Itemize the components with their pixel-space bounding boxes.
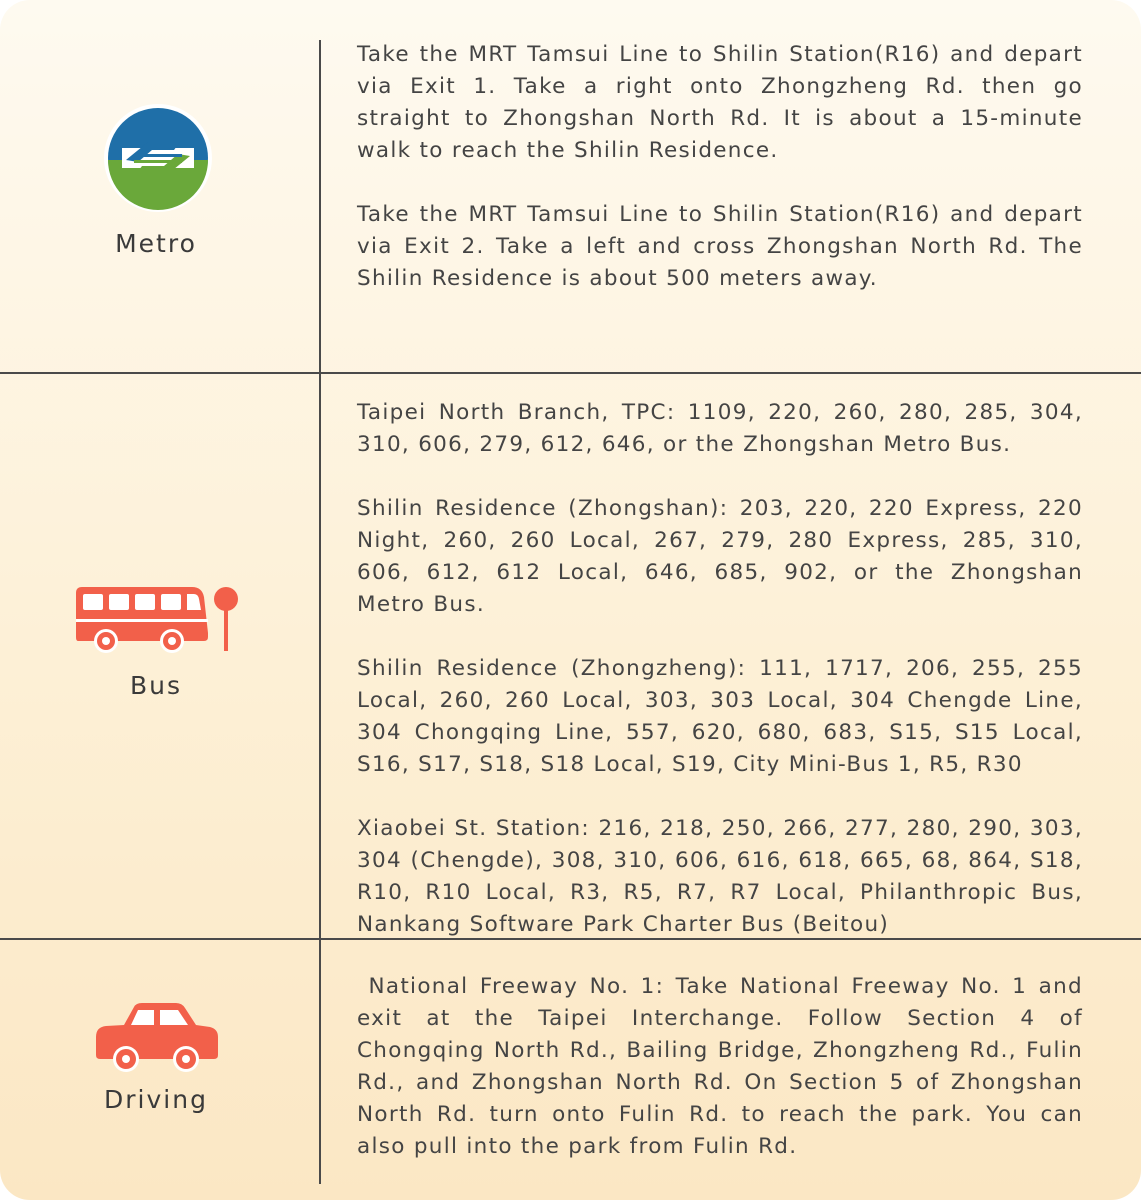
bus-paragraph: Shilin Residence (Zhongzheng): 111, 1717, 206, 255, 255 Local, 260, 260 Local, 303, 303 Local, 304 Chengde Line, 304 Chongqing Line, 557, 620, 680, 683, S15, S15 Local, S16, S17, S18, S18 Local, S19, City Mini-Bus 1, R5, R30	[357, 656, 1083, 777]
driving-label: Driving	[104, 1085, 208, 1114]
driving-paragraph: National Freeway No. 1: Take National Freeway No. 1 and exit at the Taipei Interchange. Follow Section 4 of Chongqing North Rd., Bailing Bridge, Zhongzheng Rd., Fulin Rd., and Zhongshan North Rd. On Section 5 of Zhongshan North Rd. turn onto Fulin Rd. to reach the park. You can also pull into the park from Fulin Rd.	[357, 974, 1092, 1159]
driving-row	[0, 939, 1141, 1200]
metro-logo-icon	[104, 104, 212, 212]
bus-directions	[357, 397, 1083, 941]
bus-label: Bus	[129, 671, 183, 700]
bus-paragraph: Taipei North Branch, TPC: 1109, 220, 260, 280, 285, 304, 310, 606, 279, 612, 646, or the Zhongshan Metro Bus.	[357, 400, 1083, 457]
bus-row	[0, 373, 1141, 939]
car-icon	[94, 1001, 220, 1073]
metro-row	[0, 0, 1141, 373]
metro-paragraph: Take the MRT Tamsui Line to Shilin Station(R16) and depart via Exit 2. Take a left and cross Zhongshan North Rd. The Shilin Residence is about 500 meters away.	[357, 202, 1083, 291]
bus-paragraph: Shilin Residence (Zhongshan): 203, 220, 220 Express, 220 Night, 260, 260 Local, 267, 279, 280 Express, 285, 310, 606, 612, 612 Local, 646, 685, 902, or the Zhongshan Metro Bus.	[357, 496, 1083, 617]
metro-paragraph: Take the MRT Tamsui Line to Shilin Station(R16) and depart via Exit 1. Take a right onto Zhongzheng Rd. then go straight to Zhongshan North Rd. It is about a 15-minute walk to reach the Shilin Residence.	[357, 42, 1083, 163]
driving-directions	[357, 971, 1092, 1163]
metro-directions	[357, 39, 1083, 295]
metro-label: Metro	[115, 229, 197, 258]
bus-icon	[74, 583, 242, 653]
bus-paragraph: Xiaobei St. Station: 216, 218, 250, 266, 277, 280, 290, 303, 304 (Chengde), 308, 310, 606, 616, 618, 665, 68, 864, S18, R10, R10 Local, R3, R5, R7, R7 Local, Philanthropic Bus, Nankang Software Park Charter Bus (Beitou)	[357, 816, 1083, 937]
